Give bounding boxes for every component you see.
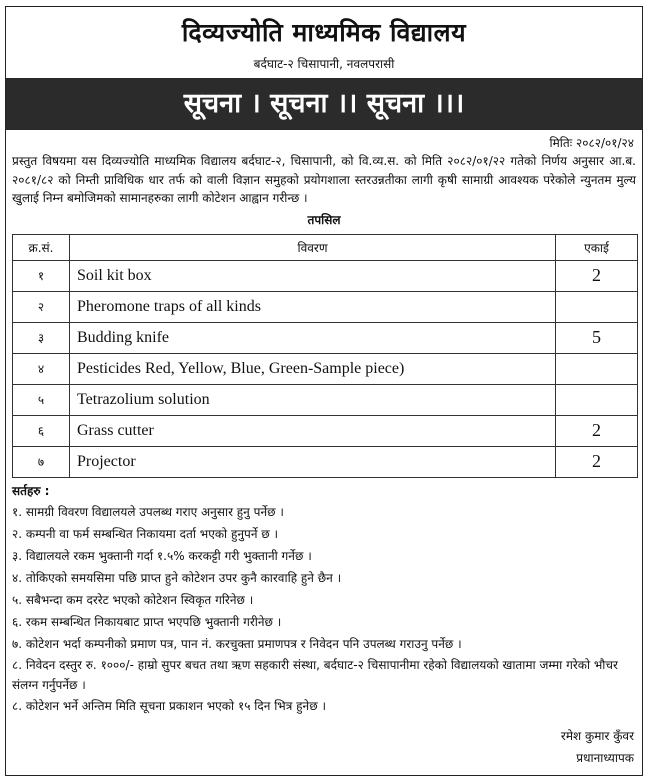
terms-list xyxy=(6,501,642,717)
row-unit: 2 xyxy=(556,415,638,446)
row-description: Grass cutter xyxy=(70,415,556,446)
school-name: दिव्यज्योति माध्यमिक विद्यालय xyxy=(181,18,467,47)
row-sn: ७ xyxy=(13,446,70,477)
header-unit: एकाई xyxy=(556,234,638,260)
term-item: ८. कोटेशन भर्ने अन्तिम मिति सूचना प्रकाशन भएको १५ दिन भित्र हुनेछ । xyxy=(12,698,326,713)
signatory-name: रमेश कुमार कुँवर xyxy=(560,729,634,743)
row-description: Tetrazolium solution xyxy=(70,384,556,415)
row-unit xyxy=(556,384,638,415)
intro-paragraph: प्रस्तुत विषयमा यस दिव्यज्योति माध्यमिक विद्यालय बर्दघाट-२, चिसापानी, को वि.व्य.स. को मिति २०८२/०१/२२ गतेको निर्णय अनुसार आ.ब. २०८१/८२ को निम्ती प्राविधिक धार तर्फ को वाली विज्ञान समुहको प्रयोगशाला स्तरउन्नतीका लागी कृषी सामाग्री आवश्यक परेकोले न्युनतम मुल्य खुलाई निम्न बमोजिमको सामानहरुका लागी कोटेशन आह्वान गरीन्छ । xyxy=(12,154,636,205)
header-description: विवरण xyxy=(70,234,556,260)
header-sn: क्र.सं. xyxy=(13,234,70,260)
row-sn: ४ xyxy=(13,353,70,384)
table-title: तपसिल xyxy=(307,212,341,227)
row-unit: 2 xyxy=(556,260,638,291)
row-sn: ६ xyxy=(13,415,70,446)
notice-date: मितिः २०८२/०१/२४ xyxy=(549,136,634,150)
terms-title: सर्तहरु : xyxy=(12,483,50,498)
table-row xyxy=(13,322,638,353)
table-row xyxy=(13,353,638,384)
term-item: ७. कोटेशन भर्दा कम्पनीको प्रमाण पत्र, पान नं. करचुक्ता प्रमाणपत्र र निवेदन पनि उपलब्ध गराउनु पर्नेछ । xyxy=(12,636,462,651)
row-sn: ३ xyxy=(13,322,70,353)
term-item: ३. विद्यालयले रकम भुक्तानी गर्दा १.५% करकट्टी गरी भुक्तानी गर्नेछ । xyxy=(12,548,312,563)
term-item: १. सामग्री विवरण विद्यालयले उपलब्ध गराए अनुसार हुनु पर्नेछ । xyxy=(12,504,284,519)
table-header-row xyxy=(13,234,638,260)
row-description: Pheromone traps of all kinds xyxy=(70,291,556,322)
table-row xyxy=(13,446,638,477)
signature-block xyxy=(561,725,634,769)
row-unit xyxy=(556,353,638,384)
row-unit: 5 xyxy=(556,322,638,353)
term-item: ५. सबैभन्दा कम दररेट भएको कोटेशन स्विकृत गरिनेछ । xyxy=(12,592,254,607)
term-item: ८. निवेदन दस्तुर रु. १०००/- हाम्रो सुपर बचत तथा ऋण सहकारी संस्था, बर्दघाट-२ चिसापानीमा रहेको विद्यालयको खातामा जम्मा गरेको भौचर संलग्न गर्नुपर्नेछ । xyxy=(12,657,618,692)
term-item: ६. रकम सम्बन्धित निकायबाट प्राप्त भएपछि भुक्तानी गरीनेछ । xyxy=(12,614,282,629)
row-description: Soil kit box xyxy=(70,260,556,291)
items-table xyxy=(12,234,638,478)
row-description: Budding knife xyxy=(70,322,556,353)
row-description: Pesticides Red, Yellow, Blue, Green-Sample piece) xyxy=(70,353,556,384)
table-row xyxy=(13,415,638,446)
term-item: २. कम्पनी वा फर्म सम्बन्धित निकायमा दर्ता भएको हुनुपर्ने छ । xyxy=(12,526,279,541)
notice-document xyxy=(5,6,643,776)
term-item: ४. तोकिएको समयसिमा पछि प्राप्त हुने कोटेशन उपर कुनै कारवाहि हुने छैन । xyxy=(12,570,342,585)
notice-banner: सूचना । सूचना ।। सूचना ।।। xyxy=(6,78,642,130)
row-sn: २ xyxy=(13,291,70,322)
table-row xyxy=(13,384,638,415)
row-unit xyxy=(556,291,638,322)
signatory-title: प्रधानाध्यापक xyxy=(576,751,634,765)
table-row xyxy=(13,260,638,291)
row-unit: 2 xyxy=(556,446,638,477)
school-address: बर्दघाट-२ चिसापानी, नवलपरासी xyxy=(253,57,395,71)
row-sn: १ xyxy=(13,260,70,291)
row-description: Projector xyxy=(70,446,556,477)
table-row xyxy=(13,291,638,322)
row-sn: ५ xyxy=(13,384,70,415)
